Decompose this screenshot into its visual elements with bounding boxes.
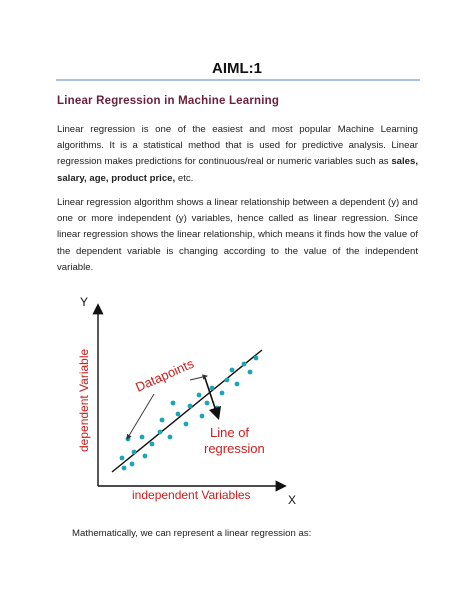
paragraph-algorithm: Linear regression algorithm shows a linear relationship between a dependent (y) and one or more independent (y) variables, hence called as linear regression. Since linear regression shows the linear relationship, which means it finds how the value of the dependent variable is changing according to the value of the independent variable. — [57, 197, 418, 273]
y-axis-label: dependent Variable — [77, 348, 91, 452]
data-point — [184, 422, 189, 427]
data-point — [188, 404, 193, 409]
data-point — [140, 435, 145, 440]
regression-diagram — [72, 292, 312, 512]
data-point — [176, 412, 181, 417]
data-point — [132, 450, 137, 455]
x-axis-letter: X — [288, 493, 297, 507]
data-point — [122, 466, 127, 471]
data-point — [254, 356, 259, 361]
data-point — [248, 370, 253, 375]
line-label-arrow — [205, 378, 218, 417]
section-heading: Linear Regression in Machine Learning — [57, 95, 280, 107]
footer-text: Mathematically, we can represent a linear regression as: — [72, 528, 312, 539]
data-point — [158, 430, 163, 435]
line-label-line2: regression — [204, 441, 265, 456]
data-point — [130, 462, 135, 467]
paragraph-intro-text: Linear regression is one of the easiest and most popular Machine Learning algorithms. It is a statistical method that is used for predictive analysis. Linear regression makes predictions for continuous/real or numeric variables such as — [57, 124, 418, 168]
data-point — [200, 414, 205, 419]
data-point — [242, 362, 247, 367]
data-point — [120, 456, 125, 461]
regression-figure — [72, 292, 312, 517]
data-point — [205, 401, 210, 406]
page-title: AIML:1 — [212, 60, 262, 77]
data-point — [225, 378, 230, 383]
paragraph-intro-bold-examples: sales, salary, age, product price, — [57, 156, 418, 184]
data-point — [197, 393, 202, 398]
data-point — [143, 454, 148, 459]
title-divider — [56, 79, 420, 81]
x-axis-label: independent Variables — [132, 488, 251, 502]
data-point — [168, 435, 173, 440]
line-label-line1: Line of — [210, 425, 250, 440]
datapoints-arrow-right — [190, 376, 207, 380]
y-axis-letter: Y — [80, 295, 89, 309]
data-point — [160, 418, 165, 423]
data-point — [235, 382, 240, 387]
data-point — [150, 442, 155, 447]
datapoints-label: Datapoints — [133, 355, 197, 395]
data-point — [220, 391, 225, 396]
data-point — [171, 401, 176, 406]
data-point — [210, 386, 215, 391]
paragraph-intro-tail: etc. — [177, 172, 194, 184]
paragraph-intro — [57, 122, 418, 187]
datapoints-arrow-left — [127, 394, 154, 439]
data-point — [230, 368, 235, 373]
